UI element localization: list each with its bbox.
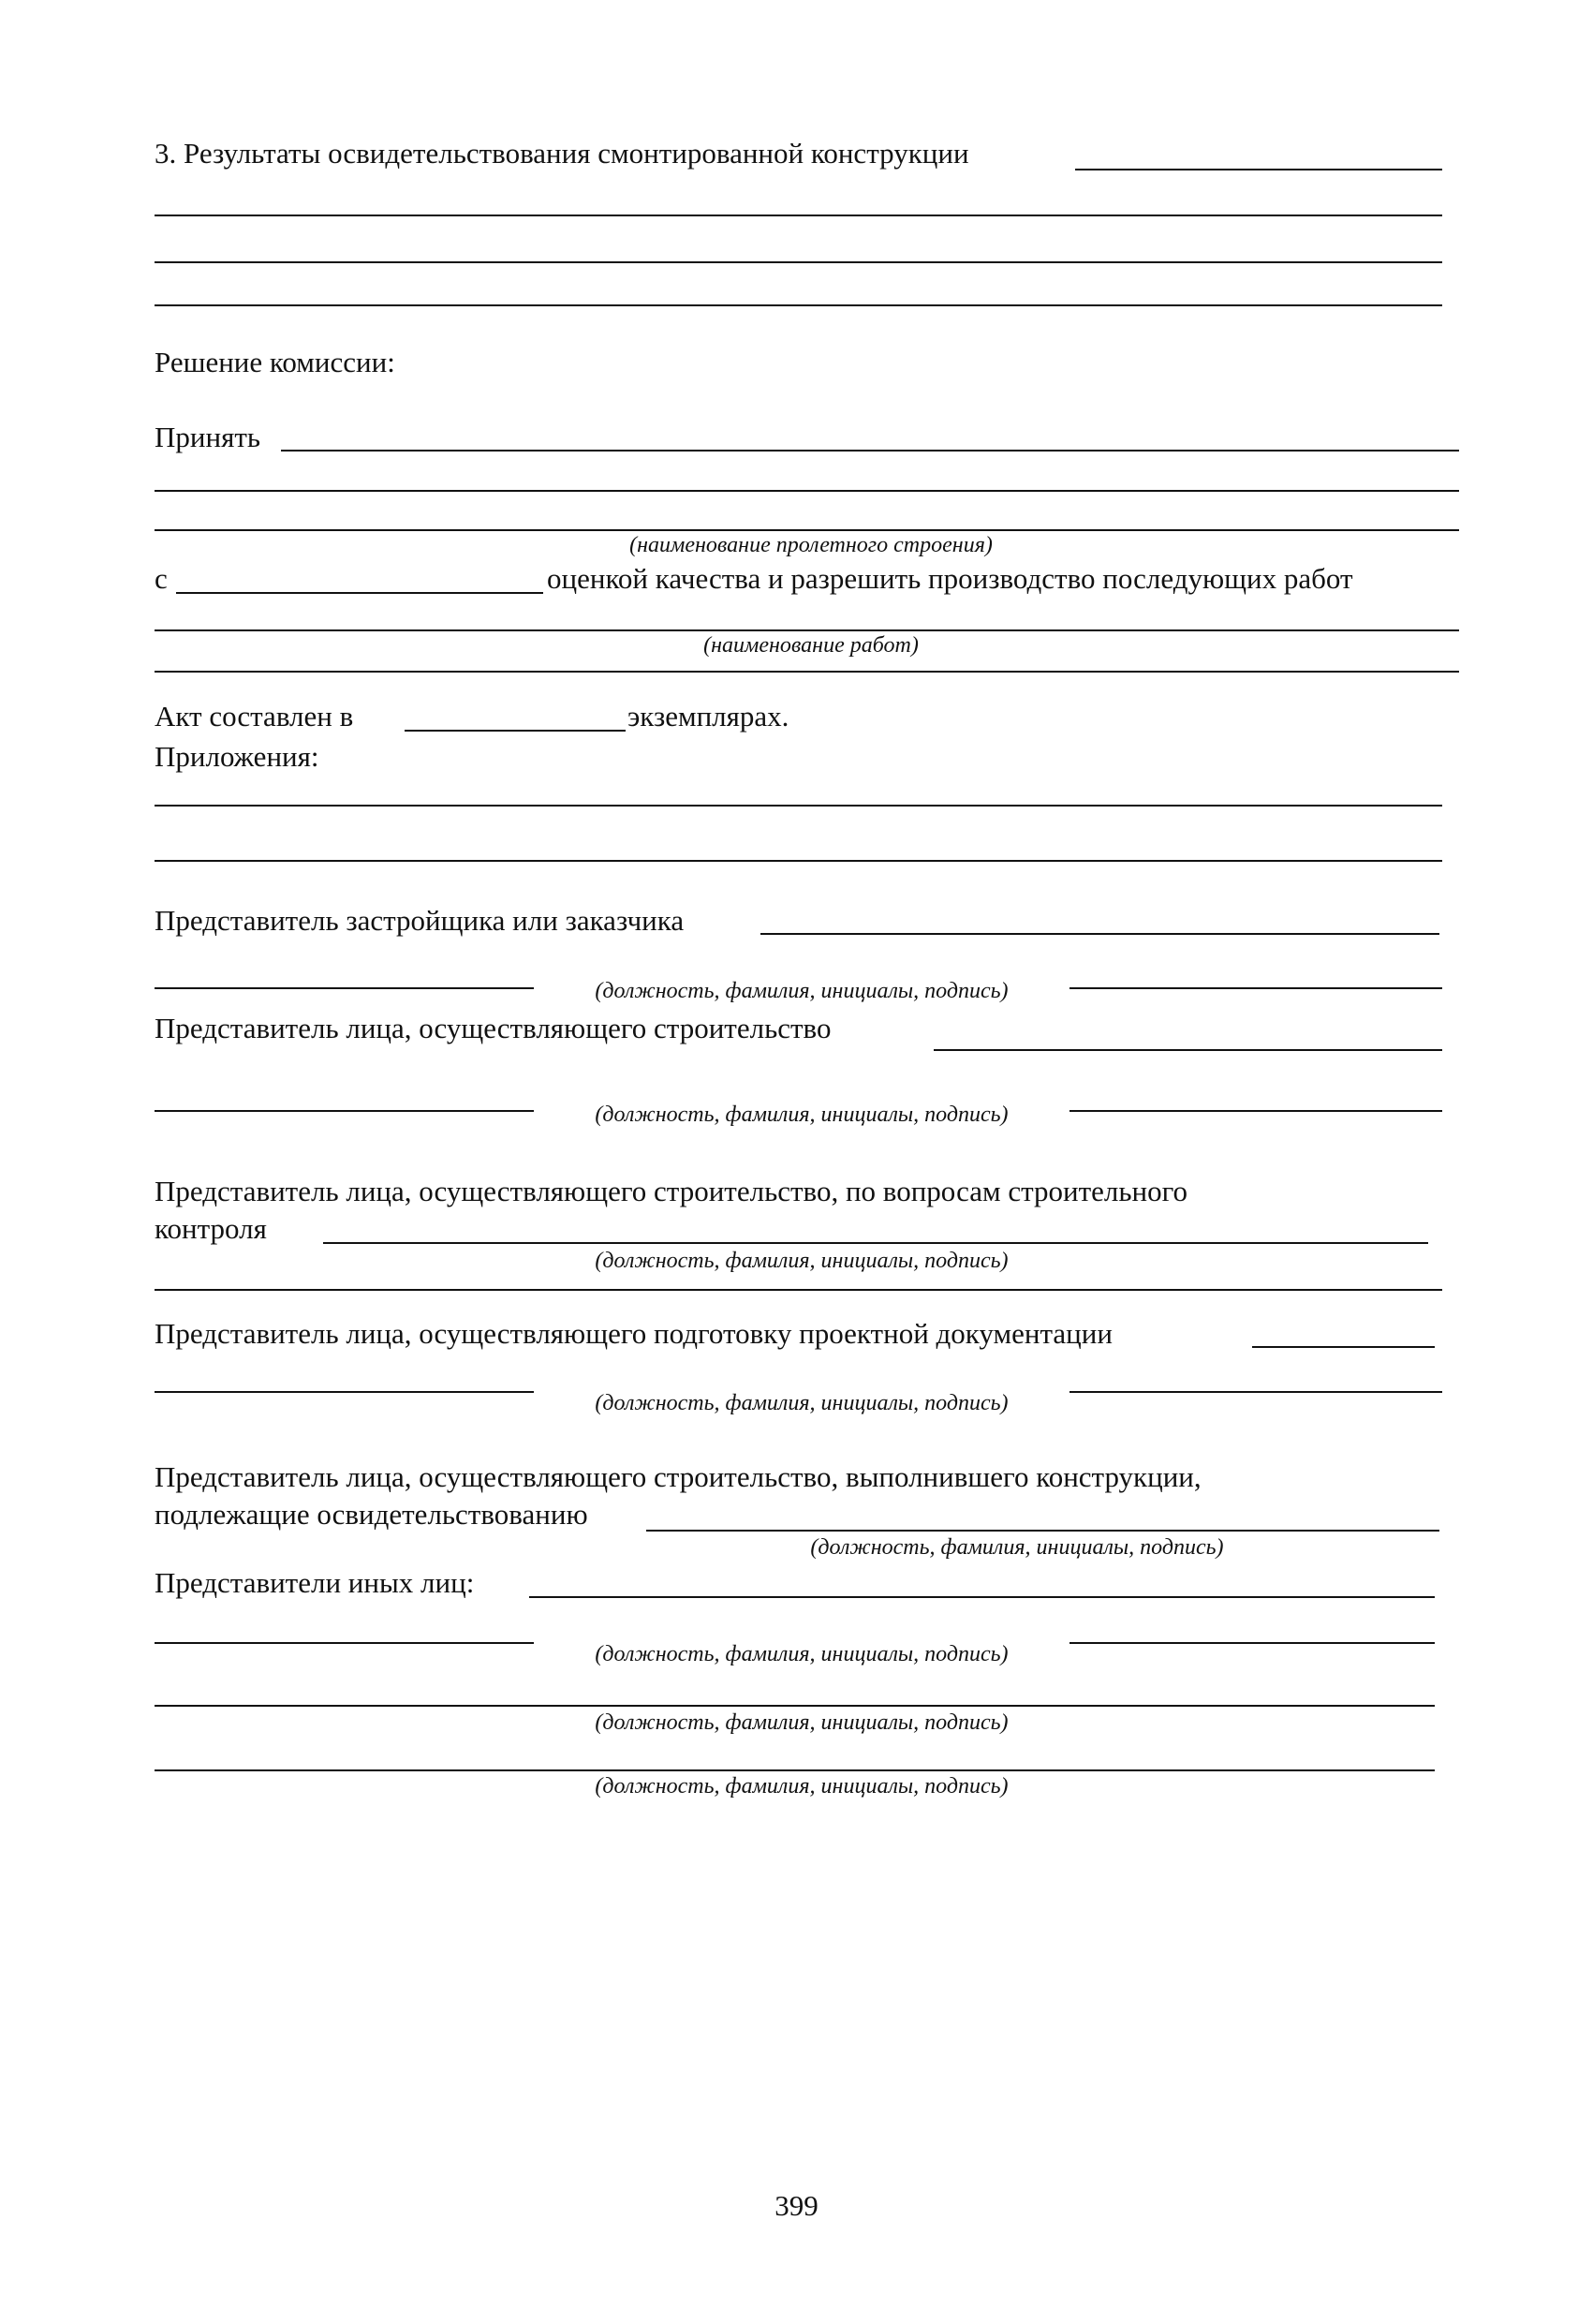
others-rep-label: Представители иных лиц:: [155, 1566, 475, 1599]
accept-field-line[interactable]: [155, 490, 1459, 492]
section3-heading: 3. Результаты освидетельствования смонтированной конструкции: [155, 137, 969, 170]
copies-prefix: Акт составлен в: [155, 700, 354, 733]
span-caption: (наименование пролетного строения): [524, 532, 1098, 558]
copies-count-field[interactable]: [405, 730, 626, 732]
signature-caption: (должность, фамилия, инициалы, подпись): [749, 1534, 1285, 1561]
builder-rep-label: Представитель лица, осуществляющего строительство: [155, 1012, 832, 1044]
developer-rep-field[interactable]: [760, 933, 1439, 935]
with-label: с: [155, 562, 168, 595]
quality-field-line[interactable]: [176, 592, 543, 594]
developer-rep-label: Представитель застройщика или заказчика: [155, 904, 685, 937]
control-rep-label-line2: контроля: [155, 1212, 267, 1245]
result-field-line[interactable]: [1075, 169, 1442, 170]
accept-field-line[interactable]: [155, 529, 1459, 531]
decision-title: Решение комиссии:: [155, 346, 395, 378]
attachments-label: Приложения:: [155, 740, 319, 773]
signature-caption: (должность, фамилия, инициалы, подпись): [534, 1710, 1069, 1736]
control-rep-field[interactable]: [323, 1242, 1428, 1244]
others-rep-field[interactable]: [155, 1769, 1435, 1771]
works-field-line[interactable]: [155, 629, 1459, 631]
quality-text: оценкой качества и разрешить производство последующих работ: [547, 562, 1353, 595]
result-field-line[interactable]: [155, 261, 1442, 263]
control-rep-field[interactable]: [155, 1289, 1442, 1291]
design-rep-label: Представитель лица, осуществляющего подготовку проектной документации: [155, 1317, 1113, 1350]
page-number: 399: [774, 2189, 819, 2222]
control-rep-label-line1: Представитель лица, осуществляющего строительство, по вопросам строительного: [155, 1175, 1188, 1207]
others-rep-field[interactable]: [529, 1596, 1435, 1598]
performer-rep-label-line1: Представитель лица, осуществляющего строительство, выполнившего конструкции,: [155, 1460, 1202, 1493]
accept-field-line[interactable]: [281, 450, 1459, 451]
signature-caption: (должность, фамилия, инициалы, подпись): [534, 978, 1069, 1004]
attachments-field-line[interactable]: [155, 860, 1442, 862]
design-rep-field[interactable]: [1252, 1346, 1435, 1348]
result-field-line[interactable]: [155, 215, 1442, 216]
signature-caption: (должность, фамилия, инициалы, подпись): [534, 1390, 1069, 1416]
signature-caption: (должность, фамилия, инициалы, подпись): [534, 1773, 1069, 1799]
builder-rep-field[interactable]: [934, 1049, 1442, 1051]
works-field-line[interactable]: [155, 671, 1459, 673]
others-rep-field[interactable]: [155, 1705, 1435, 1707]
copies-suffix: экземплярах.: [627, 700, 789, 733]
signature-caption: (должность, фамилия, инициалы, подпись): [534, 1102, 1069, 1128]
signature-caption: (должность, фамилия, инициалы, подпись): [534, 1248, 1069, 1274]
attachments-field-line[interactable]: [155, 805, 1442, 807]
works-caption: (наименование работ): [553, 632, 1069, 659]
result-field-line[interactable]: [155, 304, 1442, 306]
signature-caption: (должность, фамилия, инициалы, подпись): [534, 1641, 1069, 1667]
performer-rep-field[interactable]: [646, 1530, 1439, 1532]
accept-label: Принять: [155, 421, 261, 453]
performer-rep-label-line2: подлежащие освидетельствованию: [155, 1498, 588, 1531]
